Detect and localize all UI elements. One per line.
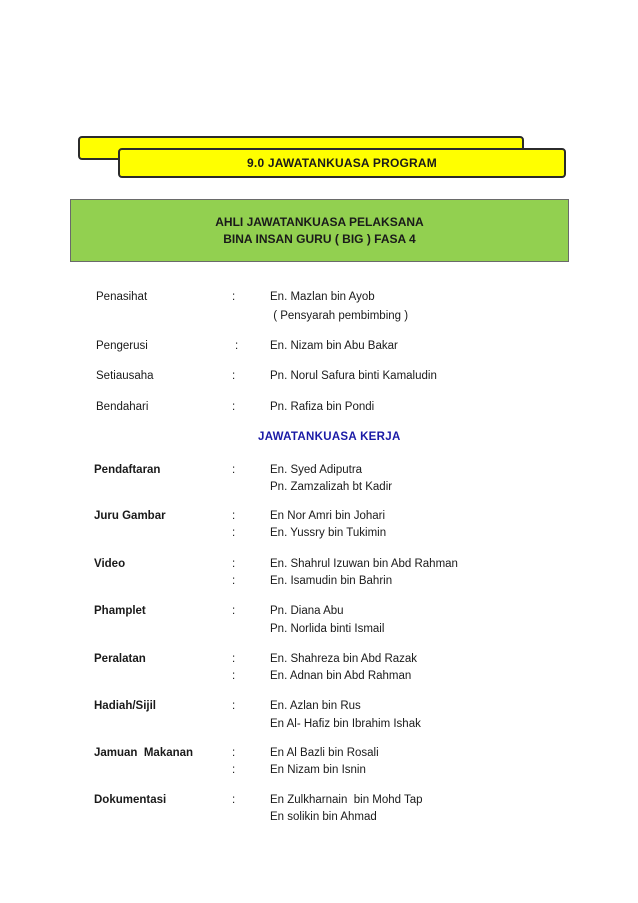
colon: :	[232, 653, 236, 665]
colon: :	[232, 605, 236, 617]
role-label: Bendahari	[96, 401, 149, 413]
member-note: ( Pensyarah pembimbing )	[270, 310, 409, 322]
colon: :	[232, 794, 236, 806]
member-name: En. Mazlan bin Ayob	[270, 291, 375, 303]
member-name: Pn. Diana Abu	[270, 605, 344, 617]
colon: :	[232, 464, 236, 476]
member-name: En. Shahreza bin Abd Razak	[270, 653, 418, 665]
work-committee-title: JAWATANKUASA KERJA	[258, 431, 401, 443]
role-label: Juru Gambar	[94, 510, 166, 522]
member-name: En solikin bin Ahmad	[270, 811, 377, 823]
member-name: En. Shahrul Izuwan bin Abd Rahman	[270, 558, 458, 570]
colon: :	[232, 700, 236, 712]
committee-header-line2: BINA INSAN GURU ( BIG ) FASA 4	[223, 231, 416, 246]
member-name: En Al Bazli bin Rosali	[270, 747, 379, 759]
role-label: Phamplet	[94, 605, 146, 617]
colon: :	[235, 340, 239, 352]
role-label: Penasihat	[96, 291, 148, 303]
member-name: En. Isamudin bin Bahrin	[270, 575, 393, 587]
member-name: En Zulkharnain bin Mohd Tap	[270, 794, 423, 806]
colon: :	[232, 575, 236, 587]
member-name: En Nizam bin Isnin	[270, 764, 366, 776]
role-label: Jamuan Makanan	[94, 747, 194, 759]
member-name: En Nor Amri bin Johari	[270, 510, 386, 522]
committee-header-box	[70, 199, 569, 262]
colon: :	[232, 670, 236, 682]
role-label: Peralatan	[94, 653, 146, 665]
colon: :	[232, 747, 236, 759]
role-label: Setiausaha	[96, 370, 154, 382]
committee-header-line1: AHLI JAWATANKUASA PELAKSANA	[215, 214, 424, 229]
colon: :	[232, 370, 236, 382]
role-label: Dokumentasi	[94, 794, 167, 806]
member-name: Pn. Zamzalizah bt Kadir	[270, 481, 393, 493]
member-name: En. Azlan bin Rus	[270, 700, 361, 712]
member-name: Pn. Norlida binti Ismail	[270, 623, 385, 635]
member-name: En. Yussry bin Tukimin	[270, 527, 387, 539]
member-name: Pn. Norul Safura binti Kamaludin	[270, 370, 437, 382]
member-name: En Al- Hafiz bin Ibrahim Ishak	[270, 718, 421, 730]
member-name: En. Nizam bin Abu Bakar	[270, 340, 398, 352]
colon: :	[232, 510, 236, 522]
colon: :	[232, 527, 236, 539]
colon: :	[232, 291, 236, 303]
colon: :	[232, 401, 236, 413]
member-name: Pn. Rafiza bin Pondi	[270, 401, 375, 413]
section-title: 9.0 JAWATANKUASA PROGRAM	[118, 148, 566, 178]
member-name: En. Adnan bin Abd Rahman	[270, 670, 412, 682]
role-label: Video	[94, 558, 126, 570]
member-name: En. Syed Adiputra	[270, 464, 363, 476]
role-label: Pendaftaran	[94, 464, 161, 476]
colon: :	[232, 558, 236, 570]
colon: :	[232, 764, 236, 776]
role-label: Hadiah/Sijil	[94, 700, 156, 712]
role-label: Pengerusi	[96, 340, 148, 352]
